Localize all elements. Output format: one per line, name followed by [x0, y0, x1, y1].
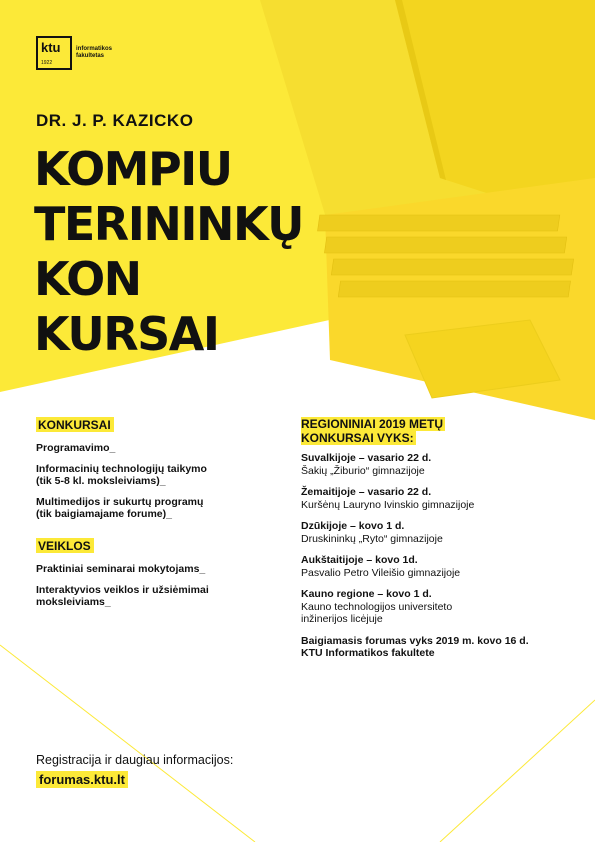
event-item [301, 554, 571, 579]
item-line: moksleiviams_ [36, 596, 111, 608]
logo-faculty-line1: informatikos [76, 46, 113, 52]
item-line: Multimedijos ir sukurtų programų [36, 496, 204, 508]
event-venue: Druskininkų „Ryto“ gimnazijoje [301, 532, 443, 545]
heading-line: REGIONINIAI 2019 METŲ [301, 417, 444, 431]
logo-faculty-line2: fakultetas [76, 53, 105, 59]
registration-text: Registracija ir daugiau informacijos: [36, 753, 234, 767]
decor-line-left [0, 645, 255, 842]
regional-heading [301, 417, 571, 445]
item-line: (tik baigiamajame forume)_ [36, 508, 172, 520]
event-item [301, 588, 571, 626]
list-item [36, 563, 276, 575]
event-item [301, 520, 571, 545]
item-line: Interaktyvios veiklos ir užsiėmimai [36, 584, 209, 596]
event-item [301, 486, 571, 511]
right-column [301, 417, 571, 660]
list-item [36, 442, 276, 454]
registration-link[interactable]: forumas.ktu.lt [36, 771, 128, 788]
logo-mark [36, 36, 72, 70]
author-name: DR. J. P. KAZICKO [36, 111, 194, 130]
final-line: Baigiamasis forumas vyks 2019 m. kovo 16 d. [301, 634, 529, 647]
veiklos-section [36, 538, 276, 608]
event-title: Žemaitijoje – vasario 22 d. [301, 486, 432, 498]
final-line: KTU Informatikos fakultete [301, 647, 435, 659]
veiklos-heading: VEIKLOS [36, 538, 94, 553]
list-item [36, 463, 276, 487]
title-line: KURSAI [34, 307, 219, 361]
registration [36, 753, 233, 789]
event-venue: Kauno technologijos universiteto [301, 600, 453, 613]
logo-year: 1922 [41, 60, 53, 66]
title-line: KOMPIU [34, 142, 232, 196]
event-title: Kauno regione – kovo 1 d. [301, 588, 432, 600]
event-item [301, 452, 571, 477]
heading-line: KONKURSAI VYKS: [301, 431, 414, 445]
event-venue: inžinerijos licėjuje [301, 613, 383, 625]
event-title: Suvalkijoje – vasario 22 d. [301, 452, 432, 464]
left-column [36, 417, 276, 617]
event-venue: Šakių „Žiburio“ gimnazijoje [301, 464, 425, 477]
decor-line-right [440, 700, 595, 842]
event-title: Dzūkijoje – kovo 1 d. [301, 520, 405, 532]
logo-mark-text: ktu [41, 40, 61, 55]
logo-faculty [76, 46, 136, 60]
event-title: Aukštaitijoje – kovo 1d. [301, 554, 418, 566]
page-title [34, 142, 364, 362]
item-line: (tik 5-8 kl. moksleiviams)_ [36, 475, 166, 487]
item-line: Programavimo_ [36, 442, 116, 454]
title-line: TERININKŲ [34, 197, 303, 251]
final-forum [301, 635, 571, 660]
list-item [36, 584, 276, 608]
item-line: Praktiniai seminarai mokytojams_ [36, 563, 206, 575]
list-item [36, 496, 276, 520]
konkursai-heading: KONKURSAI [36, 417, 114, 432]
event-venue: Pasvalio Petro Vileišio gimnazijoje [301, 566, 461, 579]
event-venue: Kuršėnų Lauryno Ivinskio gimnazijoje [301, 498, 475, 511]
ktu-logo [36, 36, 136, 70]
item-line: Informacinių technologijų taikymo [36, 463, 207, 475]
title-line: KON [34, 252, 141, 306]
